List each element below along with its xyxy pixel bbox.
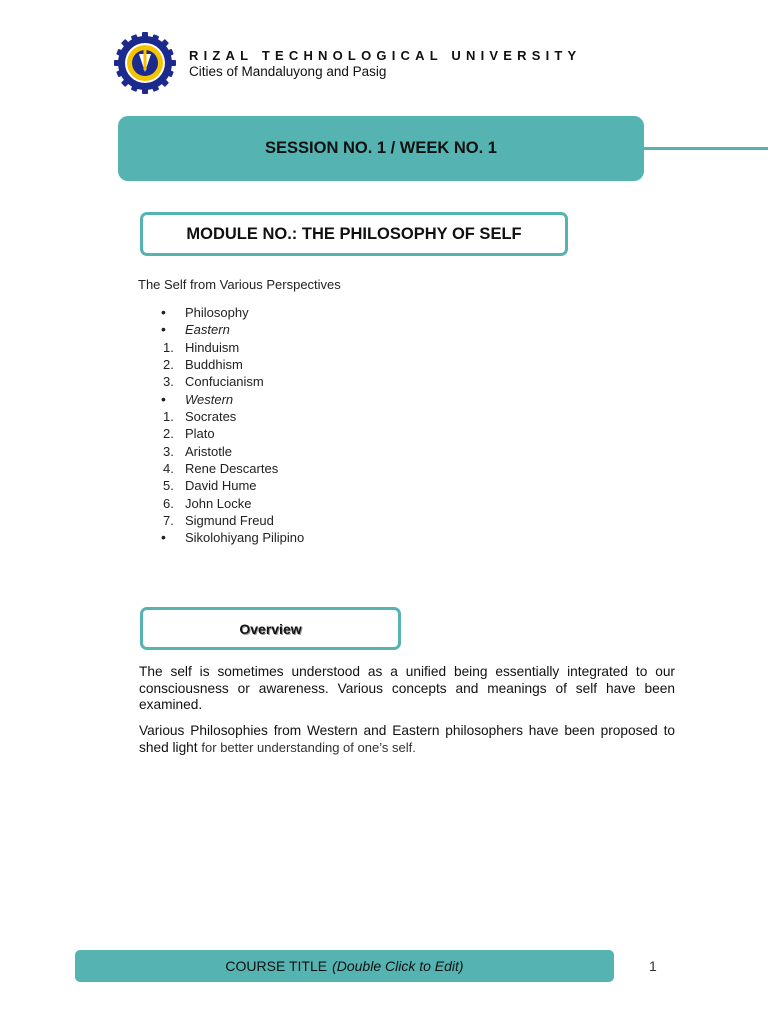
list-marker: • bbox=[161, 529, 166, 546]
list-marker: 5. bbox=[163, 478, 174, 494]
list-item bbox=[160, 443, 304, 460]
list-item bbox=[160, 304, 304, 321]
list-marker: 1. bbox=[163, 409, 174, 425]
overview-paragraph-2-tail: for better understanding of one’s self. bbox=[201, 739, 416, 755]
list-item-text: Rene Descartes bbox=[185, 461, 279, 477]
list-item bbox=[160, 512, 304, 529]
list-item-text: Aristotle bbox=[185, 443, 232, 459]
list-item-text: David Hume bbox=[185, 478, 257, 494]
list-marker: 4. bbox=[163, 461, 174, 477]
overview-paragraph-2-main: Various Philosophies from Western and Eastern philosophers have been proposed to shed light bbox=[139, 723, 675, 755]
list-marker: 2. bbox=[163, 426, 174, 442]
list-marker: • bbox=[161, 390, 166, 407]
list-item-text: Plato bbox=[185, 426, 215, 442]
overview-heading: Overview bbox=[239, 620, 302, 637]
list-item-text: Philosophy bbox=[185, 305, 249, 320]
overview-paragraph-2 bbox=[139, 723, 675, 756]
session-banner bbox=[118, 116, 644, 181]
list-item bbox=[160, 356, 304, 373]
list-item-text: Western bbox=[185, 391, 234, 407]
overview-heading-box bbox=[140, 607, 401, 650]
list-marker: 3. bbox=[163, 374, 174, 390]
list-item-text: Buddhism bbox=[185, 357, 243, 373]
list-item-text: Hinduism bbox=[185, 339, 240, 355]
page-number: 1 bbox=[649, 958, 657, 974]
list-marker: • bbox=[161, 304, 166, 320]
course-title[interactable]: COURSE TITLE bbox=[225, 958, 328, 974]
topic-outline-list bbox=[160, 304, 304, 547]
list-item bbox=[160, 408, 304, 425]
list-item-text: Socrates bbox=[185, 409, 237, 425]
session-title: SESSION NO. 1 / WEEK NO. 1 bbox=[265, 139, 497, 157]
module-title: MODULE NO.: THE PHILOSOPHY OF SELF bbox=[186, 224, 522, 243]
list-item bbox=[160, 495, 304, 512]
list-item bbox=[160, 321, 304, 338]
session-divider-line bbox=[644, 147, 768, 150]
list-marker: 1. bbox=[163, 339, 174, 355]
list-item bbox=[160, 391, 304, 408]
list-item bbox=[160, 339, 304, 356]
list-item-text: Confucianism bbox=[185, 374, 264, 390]
list-item-text: Sigmund Freud bbox=[185, 513, 274, 529]
list-item-text: Eastern bbox=[185, 322, 230, 338]
list-item-text: Sikolohiyang Pilipino bbox=[185, 530, 305, 546]
list-item bbox=[160, 425, 304, 442]
footer-course-title-bar[interactable] bbox=[75, 950, 614, 982]
university-name: RIZAL TECHNOLOGICAL UNIVERSITY bbox=[189, 48, 582, 63]
rtu-seal-logo-icon bbox=[114, 32, 176, 94]
list-item bbox=[160, 529, 304, 546]
list-item bbox=[160, 460, 304, 477]
list-marker: 2. bbox=[163, 357, 174, 373]
university-campus: Cities of Mandaluyong and Pasig bbox=[189, 64, 387, 79]
list-marker: 6. bbox=[163, 495, 174, 511]
list-marker: • bbox=[161, 321, 166, 338]
overview-paragraph-1: The self is sometimes understood as a unified being essentially integrated to our consciousness or awareness. Various concepts and meanings of self have been examined. bbox=[139, 664, 675, 712]
topic-intro: The Self from Various Perspectives bbox=[138, 277, 341, 292]
list-item bbox=[160, 373, 304, 390]
edit-hint: (Double Click to Edit) bbox=[332, 958, 464, 974]
list-item-text: John Locke bbox=[185, 495, 252, 511]
list-marker: 7. bbox=[163, 513, 174, 529]
module-title-box bbox=[140, 212, 568, 256]
list-marker: 3. bbox=[163, 443, 174, 459]
list-item bbox=[160, 477, 304, 494]
